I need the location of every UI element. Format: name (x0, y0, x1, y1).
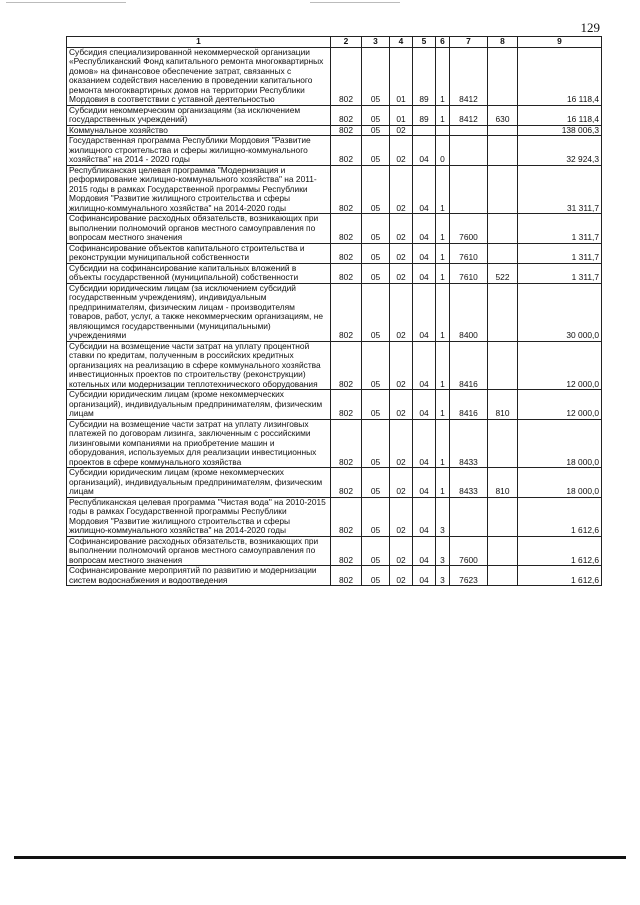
program-code: 04 (413, 468, 436, 498)
subprogram-code: 0 (436, 136, 450, 166)
header-row (67, 37, 602, 48)
ministry-code: 802 (331, 536, 362, 566)
table-row (67, 125, 602, 136)
section-code: 05 (362, 390, 390, 420)
section-code: 05 (362, 283, 390, 341)
direction-code: 7623 (450, 566, 488, 586)
amount: 30 000,0 (518, 283, 602, 341)
subsection-code: 02 (390, 283, 413, 341)
section-code: 05 (362, 536, 390, 566)
program-code: 04 (413, 536, 436, 566)
subsection-code: 02 (390, 263, 413, 283)
amount: 1 311,7 (518, 243, 602, 263)
ministry-code: 802 (331, 390, 362, 420)
program-code: 04 (413, 390, 436, 420)
subsection-code: 02 (390, 136, 413, 166)
subprogram-code: 3 (436, 497, 450, 536)
direction-code: 7610 (450, 243, 488, 263)
bottom-rule (14, 856, 626, 859)
direction-code (450, 165, 488, 214)
header-cell: 6 (436, 37, 450, 48)
expense-type-code (488, 419, 518, 468)
subsection-code: 01 (390, 47, 413, 105)
expense-type-code (488, 536, 518, 566)
subsection-code: 02 (390, 214, 413, 244)
program-code: 04 (413, 283, 436, 341)
subprogram-code: 1 (436, 243, 450, 263)
direction-code: 8416 (450, 390, 488, 420)
table-row (67, 468, 602, 498)
section-code: 05 (362, 47, 390, 105)
budget-table (66, 36, 602, 586)
amount: 18 000,0 (518, 419, 602, 468)
amount: 31 311,7 (518, 165, 602, 214)
direction-code: 7610 (450, 263, 488, 283)
ministry-code: 802 (331, 566, 362, 586)
ministry-code: 802 (331, 105, 362, 125)
amount: 1 612,6 (518, 497, 602, 536)
program-code: 89 (413, 47, 436, 105)
table-row (67, 105, 602, 125)
program-code: 04 (413, 263, 436, 283)
direction-code (450, 125, 488, 136)
direction-code: 8416 (450, 341, 488, 390)
direction-code: 7600 (450, 214, 488, 244)
row-description: Субсидии на софинансирование капитальных вложений в объекты государственной (муниципальной) собственности (67, 263, 331, 283)
direction-code: 7600 (450, 536, 488, 566)
section-code: 05 (362, 165, 390, 214)
header-cell: 3 (362, 37, 390, 48)
subprogram-code: 1 (436, 263, 450, 283)
program-code: 04 (413, 136, 436, 166)
direction-code: 8400 (450, 283, 488, 341)
header-cell: 5 (413, 37, 436, 48)
section-code: 05 (362, 105, 390, 125)
direction-code: 8412 (450, 47, 488, 105)
direction-code: 8433 (450, 419, 488, 468)
ministry-code: 802 (331, 165, 362, 214)
table-row (67, 390, 602, 420)
expense-type-code: 630 (488, 105, 518, 125)
section-code: 05 (362, 263, 390, 283)
row-description: Республиканская целевая программа "Чистая вода" на 2010-2015 годы в рамках Государственной программы Республики Мордовия "Развитие жилищного строительства и сферы жилищно-коммунального хозяйства" на 2014-2020 годы (67, 497, 331, 536)
subsection-code: 02 (390, 536, 413, 566)
expense-type-code (488, 165, 518, 214)
subprogram-code: 1 (436, 390, 450, 420)
amount: 12 000,0 (518, 390, 602, 420)
row-description: Субсидии на возмещение части затрат на уплату процентной ставки по кредитам, полученным в российских кредитных организациях на реализацию в сфере коммунального хозяйства инвестиционных проектов по строительству (реконструкции) котельных или модернизации теплотехнического оборудования (67, 341, 331, 390)
header-cell: 9 (518, 37, 602, 48)
table-row (67, 566, 602, 586)
amount: 1 311,7 (518, 214, 602, 244)
table-row (67, 136, 602, 166)
header-cell: 4 (390, 37, 413, 48)
subsection-code: 02 (390, 468, 413, 498)
section-code: 05 (362, 468, 390, 498)
expense-type-code (488, 243, 518, 263)
subprogram-code: 1 (436, 283, 450, 341)
subprogram-code: 1 (436, 214, 450, 244)
section-code: 05 (362, 243, 390, 263)
section-code: 05 (362, 136, 390, 166)
subprogram-code: 3 (436, 536, 450, 566)
subsection-code: 02 (390, 341, 413, 390)
page-number: 129 (580, 20, 600, 35)
ministry-code: 802 (331, 263, 362, 283)
row-description: Софинансирование расходных обязательств, возникающих при выполнении полномочий органов местного самоуправления по вопросам местного значения (67, 214, 331, 244)
amount: 32 924,3 (518, 136, 602, 166)
row-description: Субсидии юридическим лицам (кроме некоммерческих организаций), индивидуальным предпринимателям, физическим лицам (67, 390, 331, 420)
ministry-code: 802 (331, 283, 362, 341)
expense-type-code: 522 (488, 263, 518, 283)
header-cell: 2 (331, 37, 362, 48)
amount: 12 000,0 (518, 341, 602, 390)
subprogram-code: 1 (436, 419, 450, 468)
program-code: 04 (413, 214, 436, 244)
section-code: 05 (362, 341, 390, 390)
row-description: Субсидии некоммерческим организациям (за исключением государственных учреждений) (67, 105, 331, 125)
expense-type-code (488, 47, 518, 105)
section-code: 05 (362, 566, 390, 586)
amount: 1 311,7 (518, 263, 602, 283)
expense-type-code (488, 566, 518, 586)
subsection-code: 02 (390, 419, 413, 468)
expense-type-code (488, 341, 518, 390)
subprogram-code: 1 (436, 341, 450, 390)
expense-type-code (488, 125, 518, 136)
program-code: 04 (413, 165, 436, 214)
amount: 1 612,6 (518, 566, 602, 586)
row-description: Субсидия специализированной некоммерческой организации «Республиканский Фонд капитального ремонта многоквартирных домов» на финансовое обеспечение затрат, связанных с оказанием содействия населению в проведении капитального ремонта многоквартирных домов на территории Республики Мордовия в соответствии с уставной деятельностью (67, 47, 331, 105)
table-row (67, 243, 602, 263)
table-row (67, 419, 602, 468)
section-code: 05 (362, 419, 390, 468)
subprogram-code: 1 (436, 468, 450, 498)
expense-type-code (488, 214, 518, 244)
direction-code: 8433 (450, 468, 488, 498)
subprogram-code: 1 (436, 165, 450, 214)
amount: 1 612,6 (518, 536, 602, 566)
header-cell: 8 (488, 37, 518, 48)
subprogram-code: 1 (436, 105, 450, 125)
subsection-code: 02 (390, 566, 413, 586)
ministry-code: 802 (331, 419, 362, 468)
amount: 16 118,4 (518, 105, 602, 125)
table-row (67, 165, 602, 214)
row-description: Государственная программа Республики Мордовия "Развитие жилищного строительства и сферы жилищно-коммунального хозяйства" на 2014 - 2020 годы (67, 136, 331, 166)
row-description: Субсидии юридическим лицам (за исключением субсидий государственным учреждениям), индивидуальным предпринимателям, физическим лицам - производителям товаров, работ, услуг, а также некоммерческим организациям, не являющимся государственными (муниципальными) учреждениями (67, 283, 331, 341)
ministry-code: 802 (331, 243, 362, 263)
amount: 16 118,4 (518, 47, 602, 105)
subprogram-code: 1 (436, 47, 450, 105)
program-code: 04 (413, 243, 436, 263)
row-description: Субсидии юридическим лицам (кроме некоммерческих организаций), индивидуальным предпринимателям, физическим лицам (67, 468, 331, 498)
table-row (67, 47, 602, 105)
section-code: 05 (362, 497, 390, 536)
row-description: Софинансирование объектов капитального строительства и реконструкции муниципальной собственности (67, 243, 331, 263)
direction-code (450, 497, 488, 536)
amount: 138 006,3 (518, 125, 602, 136)
amount: 18 000,0 (518, 468, 602, 498)
row-description: Софинансирование мероприятий по развитию и модернизации систем водоснабжения и водоотведения (67, 566, 331, 586)
program-code: 04 (413, 566, 436, 586)
ministry-code: 802 (331, 468, 362, 498)
program-code: 04 (413, 419, 436, 468)
row-description: Республиканская целевая программа "Модернизация и реформирование жилищно-коммунального хозяйства" на 2011-2015 годы в рамках Государственной программы Республики Мордовия "Развитие жилищного строительства и сферы жилищно-коммунального хозяйства" на 2014-2020 годы (67, 165, 331, 214)
subsection-code: 02 (390, 243, 413, 263)
expense-type-code (488, 497, 518, 536)
header-cell: 7 (450, 37, 488, 48)
ministry-code: 802 (331, 136, 362, 166)
scan-mark (6, 2, 126, 3)
row-description: Субсидии на возмещение части затрат на уплату лизинговых платежей по договорам лизинга, заключенным с российскими лизинговыми компаниями на приобретение машин и оборудования, используемых для реализации инвестиционных проектов в сфере коммунального хозяйства (67, 419, 331, 468)
program-code: 04 (413, 497, 436, 536)
expense-type-code (488, 283, 518, 341)
subsection-code: 02 (390, 125, 413, 136)
table-row (67, 214, 602, 244)
direction-code (450, 136, 488, 166)
direction-code: 8412 (450, 105, 488, 125)
table-row (67, 341, 602, 390)
subprogram-code: 3 (436, 566, 450, 586)
header-cell: 1 (67, 37, 331, 48)
table-row (67, 263, 602, 283)
row-description: Софинансирование расходных обязательств, возникающих при выполнении полномочий органов местного самоуправления по вопросам местного значения (67, 536, 331, 566)
expense-type-code (488, 136, 518, 166)
program-code: 04 (413, 341, 436, 390)
ministry-code: 802 (331, 214, 362, 244)
subsection-code: 02 (390, 390, 413, 420)
table-row (67, 497, 602, 536)
ministry-code: 802 (331, 497, 362, 536)
subsection-code: 02 (390, 165, 413, 214)
program-code (413, 125, 436, 136)
expense-type-code: 810 (488, 390, 518, 420)
expense-type-code: 810 (488, 468, 518, 498)
program-code: 89 (413, 105, 436, 125)
section-code: 05 (362, 125, 390, 136)
ministry-code: 802 (331, 47, 362, 105)
row-description: Коммунальное хозяйство (67, 125, 331, 136)
table-row (67, 536, 602, 566)
ministry-code: 802 (331, 341, 362, 390)
subprogram-code (436, 125, 450, 136)
subsection-code: 01 (390, 105, 413, 125)
scan-mark (310, 2, 400, 3)
section-code: 05 (362, 214, 390, 244)
ministry-code: 802 (331, 125, 362, 136)
table-row (67, 283, 602, 341)
subsection-code: 02 (390, 497, 413, 536)
